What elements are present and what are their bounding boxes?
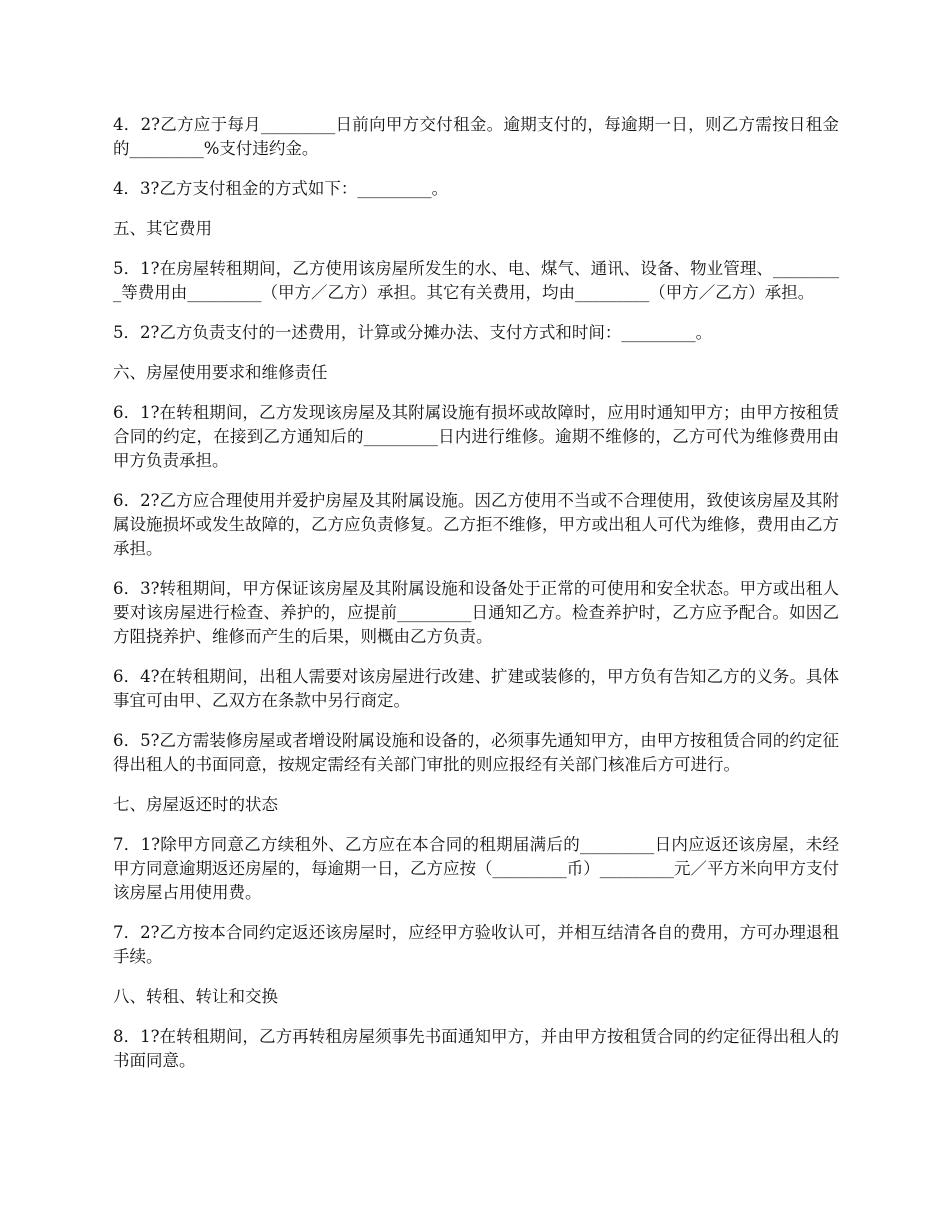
clause-6-1: 6．1?在转租期间，乙方发现该房屋及其附属设施有损坏或故障时，应用时通知甲方；由甲方按租赁合同的约定，在接到乙方通知后的_________日内进行维修。逾期不维修的，乙方可代为维修费用由甲方负责承担。 [113,403,839,470]
clause-5-1: 5．1?在房屋转租期间，乙方使用该房屋所发生的水、电、煤气、通讯、设备、物业管理、_________等费用由_________（甲方／乙方）承担。其它有关费用，均由_________（甲方／乙方）承担。 [113,259,839,302]
clause-6-5: 6．5?乙方需装修房屋或者增设附属设施和设备的，必须事先通知甲方，由甲方按租赁合同的约定征得出租人的书面同意，按规定需经有关部门审批的则应报经有关部门核准后方可进行。 [113,731,839,774]
section-heading-5: 五、其它费用 [113,219,212,238]
clause-4-2: 4．2?乙方应于每月_________日前向甲方交付租金。逾期支付的，每逾期一日，则乙方需按日租金的_________%支付违约金。 [113,115,839,158]
section-heading-7: 七、房屋返还时的状态 [113,795,278,814]
clause-4-3: 4．3?乙方支付租金的方式如下：_________。 [113,179,449,198]
clause-6-3: 6．3?转租期间，甲方保证该房屋及其附属设施和设备处于正常的可使用和安全状态。甲方或出租人要对该房屋进行检查、养护的，应提前_________日通知乙方。检查养护时，乙方应予配合。如因乙方阻挠养护、维修而产生的后果，则概由乙方负责。 [113,579,839,646]
section-heading-6: 六、房屋使用要求和维修责任 [113,363,328,382]
clause-7-1: 7．1?除甲方同意乙方续租外、乙方应在本合同的租期届满后的_________日内应返还该房屋，未经甲方同意逾期返还房屋的，每逾期一日，乙方应按（_________币）_________元／平方米向甲方支付该房屋占用使用费。 [113,835,839,902]
document-page [113,113,839,1089]
clause-5-2: 5．2?乙方负责支付的一述费用，计算或分摊办法、支付方式和时间：_________。 [113,323,713,342]
clause-6-2: 6．2?乙方应合理使用并爱护房屋及其附属设施。因乙方使用不当或不合理使用，致使该房屋及其附属设施损坏或发生故障的，乙方应负责修复。乙方拒不维修，甲方或出租人可代为维修，费用由乙方承担。 [113,491,839,558]
clause-7-2: 7．2?乙方按本合同约定返还该房屋时，应经甲方验收认可，并相互结清各自的费用，方可办理退租手续。 [113,923,839,966]
clause-8-1: 8．1?在转租期间，乙方再转租房屋须事先书面通知甲方，并由甲方按租赁合同的约定征得出租人的书面同意。 [113,1027,839,1070]
section-heading-8: 八、转租、转让和交换 [113,987,278,1006]
clause-6-4: 6．4?在转租期间，出租人需要对该房屋进行改建、扩建或装修的，甲方负有告知乙方的义务。具体事宜可由甲、乙双方在条款中另行商定。 [113,667,839,710]
